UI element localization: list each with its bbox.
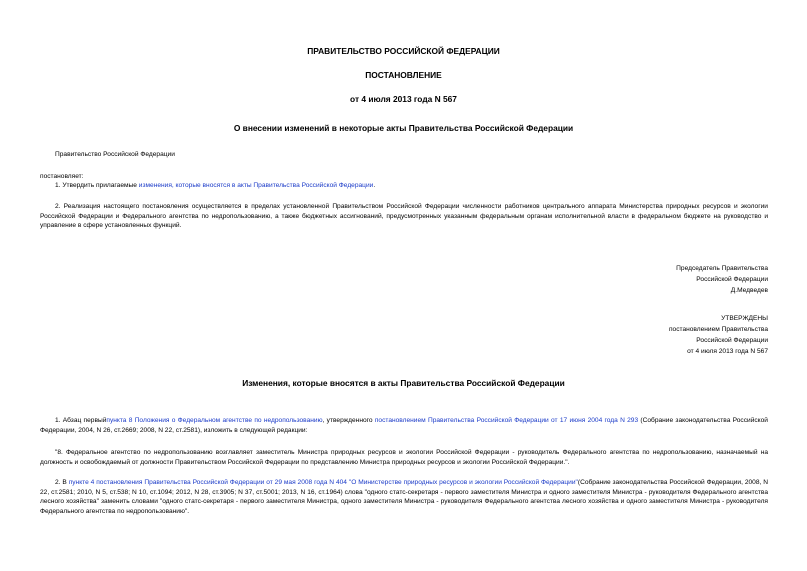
item-1-text-a: 1. Абзац первый bbox=[55, 417, 107, 424]
signature-position-2: Российской Федерации bbox=[696, 276, 768, 283]
approval-line-3: Российской Федерации bbox=[696, 337, 768, 344]
approval-line-1: УТВЕРЖДЕНЫ bbox=[721, 315, 768, 322]
change-item-2 bbox=[40, 478, 768, 516]
approval-line-4: от 4 июля 2013 года N 567 bbox=[687, 348, 768, 355]
changes-title: Изменения, которые вносятся в акты Правительства Российской Федерации bbox=[242, 378, 565, 388]
item-2-link-resolution[interactable]: пункте 4 постановления Правительства Российской Федерации от 29 мая 2008 года N 404 bbox=[68, 479, 347, 486]
item-2-text-c: (Собрание законодательства Российской Федерации, 2008, N 22, ст.2581; 2010, N 5, ст.538; N 10, ст.1094; 2012, N 28, ст.3905; N 37, ст.5001; 2013, N 16, ст.1964) слова "одного статс-секретаря - первого заместителя Министра и одного заместителя Министра - руководителя Федерального агентства лесного хозяйства" заменить словами "одного статс-секретаря - первого заместителя Министра, одного заместителя Министра - руководителя Федерального агентства лесного хозяйства и одного заместителя Министра - руководителя Федерального агентства по недропользованию". bbox=[40, 479, 768, 515]
paragraph-2: 2. Реализация настоящего постановления осуществляется в пределах установленной Правительством Российской Федерации численности работников центрального аппарата Министерства природных ресурсов и экологии Российской Федерации и Федерального агентства по недропользованию, а также бюджетных ассигнований, предусмотренных указанным федеральным органам исполнительной власти в федеральном бюджете на руководство и управление в сфере установленных функций. bbox=[40, 203, 768, 230]
doc-date: от 4 июля 2013 года N 567 bbox=[350, 94, 457, 104]
government-line: Правительство Российской Федерации bbox=[55, 151, 175, 158]
item-1-text-b: , утвержденного bbox=[322, 417, 373, 424]
item-1-text-c: (Собрание законодательства Российской Федерации, 2004, N 26, ст.2669; 2008, N 22, ст.2581), изложить в следующей редакции: bbox=[40, 417, 768, 434]
change-item-1 bbox=[40, 416, 768, 435]
item-2-text-a: 2. В bbox=[55, 479, 69, 486]
approval-line-2: постановлением Правительства bbox=[668, 326, 768, 333]
doc-type-heading: ПОСТАНОВЛЕНИЕ bbox=[365, 70, 442, 80]
item-1-link-regulation[interactable]: пункта 8 Положения о Федеральном агентстве по недропользованию bbox=[106, 417, 323, 424]
signature-position-1: Председатель Правительства bbox=[676, 265, 768, 272]
paragraph-1 bbox=[55, 181, 375, 191]
changes-link[interactable]: изменения, которые вносятся в акты Правительства Российской Федерации bbox=[138, 182, 374, 189]
org-heading: ПРАВИТЕЛЬСТВО РОССИЙСКОЙ ФЕДЕРАЦИИ bbox=[307, 46, 500, 56]
doc-title: О внесении изменений в некоторые акты Правительства Российской Федерации bbox=[233, 123, 574, 133]
item-2-link-ministry[interactable]: "О Министерстве природных ресурсов и экологии Российской Федерации" bbox=[348, 479, 578, 486]
change-item-1-quote: "8. Федеральное агентство по недропользованию возглавляет заместитель Министра природных ресурсов и экологии Российской Федерации - руководитель Федерального агентства по недропользованию, назначаемый на должность и освобождаемый от должности Правительством Российской Федерации по представлению Министра природных ресурсов и экологии Российской Федерации.". bbox=[40, 449, 768, 466]
signature-name: Д.Медведев bbox=[730, 287, 768, 294]
item-1-link-resolution[interactable]: постановлением Правительства Российской Федерации от 17 июня 2004 года N 293 bbox=[374, 417, 639, 424]
paragraph-1-prefix: 1. Утвердить прилагаемые bbox=[55, 182, 139, 189]
paragraph-1-suffix: . bbox=[373, 182, 376, 189]
decides-line: постановляет: bbox=[40, 173, 84, 180]
